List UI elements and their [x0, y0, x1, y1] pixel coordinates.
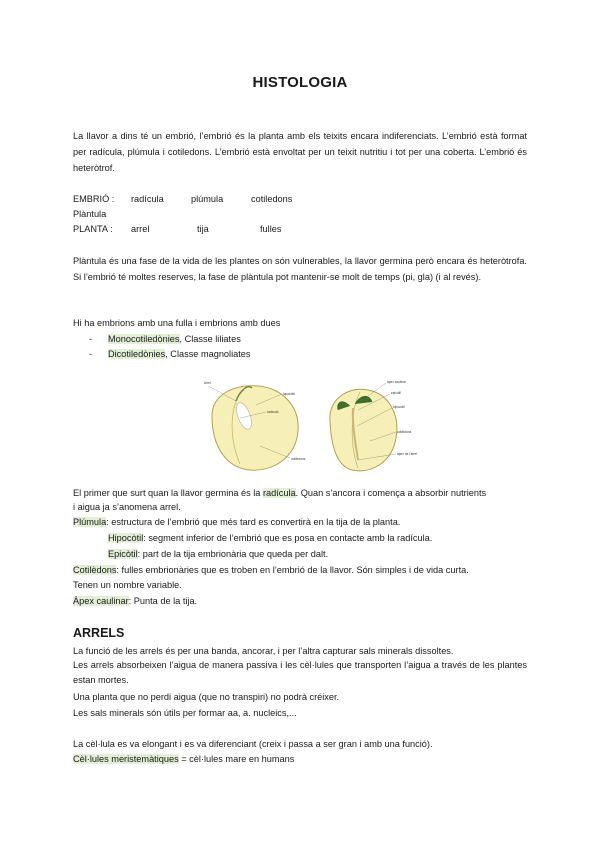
bullet-text: , Classe liliates [179, 334, 241, 344]
page-title: HISTOLOGIA [252, 74, 348, 91]
arrels-line-3: Una planta que no perdi aigua (que no transpiri) no podrà créixer. [73, 692, 340, 702]
meristematiques-line [73, 752, 294, 766]
hipocotil-term: Hipocòtil [108, 533, 144, 543]
hipocotil-text: : segment inferior de l’embrió que es posa en contacte amb la radícula. [143, 533, 433, 543]
hipocotil-definition [108, 531, 432, 545]
fig-label-epicotil: epicòtil [391, 391, 401, 395]
apex-term: Àpex caulinar [73, 596, 129, 606]
embryos-intro: Hi ha embrions amb una fulla i embrions amb dues [73, 318, 281, 328]
planta-tija: tija [197, 224, 209, 234]
bullet-dash: - [89, 349, 93, 359]
fig-label-cotiledons-right: cotiledons [397, 430, 412, 434]
embrio-radicula: radícula [131, 194, 164, 204]
fig-label-arrel: Arrel [204, 381, 211, 385]
embrio-cotiledons: cotiledons [251, 194, 293, 204]
bullet-term: Monocotiledònies [108, 334, 180, 344]
bullet-monocotiledonies [89, 332, 241, 346]
meristematiques-text: = cèl·lules mare en humans [178, 754, 295, 764]
arrels-line-4: Les sals minerals són útils per formar aa, a. nucleics,... [73, 708, 297, 718]
fig-label-apex: àpex caulinar [387, 380, 406, 384]
meristematiques-term: Cèl·lules meristemàtiques [73, 754, 179, 764]
fig-label-cotiledons-left: cotiledons [291, 457, 306, 461]
intro-paragraph: La llavor a dins té un embrió, l’embrió és la planta amb els teixits encara indiferenciats. L’embrió està format per radícula, plúmula i cotiledons. L’embrió està envoltat per un teixit nutritiu i tot per una coberta. L’embrió és heteròtrof. [73, 131, 527, 173]
planta-label: PLANTA : [73, 224, 113, 234]
cotiledons-definition [73, 563, 469, 577]
radicula-line-2: i aigua ja s’anomena arrel. [73, 502, 181, 512]
bullet-term: Dicotiledònies [108, 349, 166, 359]
left-seed-coat [212, 386, 298, 470]
radicula-line [73, 486, 486, 500]
bullet-text: , Classe magnoliates [165, 349, 251, 359]
plantula-label: Plàntula [73, 209, 107, 219]
radicula-post: . Quan s’ancora i comença a absorbir nutrients [295, 488, 487, 498]
apex-definition [73, 594, 197, 608]
arrels-line-5: La cèl·lula es va elongant i es va diferenciant (creix i passa a ser gran i amb una funció). [73, 739, 433, 749]
plantula-paragraph: Plàntula és una fase de la vida de les plantes on són vulnerables, la llavor germina però encara és heteròtrofa. Si l’embrió té moltes reserves, la fase de plàntula pot mantenir-se molt de temps (pi, gla) (i al revés). [73, 256, 527, 282]
planta-arrel: arrel [131, 224, 150, 234]
plumula-text: : estructura de l’embrió que més tard es convertirà en la tija de la planta. [106, 517, 401, 527]
arrels-paragraph-2: Les arrels absorbeixen l’aigua de manera passiva i les cèl·lules que transporten l’aigua a través de les plantes estan mortes. [73, 660, 527, 685]
planta-fulles: fulles [260, 224, 282, 234]
arrels-line-1: La funció de les arrels és per una banda, ancorar, i per l’altra capturar sals minerals dissoltes. [73, 646, 454, 656]
cotiledons-line-2: Tenen un nombre variable. [73, 580, 182, 590]
cotiledons-text: : fulles embrionàries que es troben en l’embrió de la llavor. Són simples i de vida curta. [116, 565, 469, 575]
seed-illustration [200, 376, 445, 476]
embrio-plumula: plúmula [191, 194, 224, 204]
fig-label-apex-arrel: àpex de l’arrel [397, 452, 418, 456]
radicula-term: radícula [262, 488, 296, 498]
epicotil-text: : part de la tija embrionària que queda per dalt. [137, 549, 329, 559]
fig-label-hipocotil-right: hipocòtil [393, 405, 405, 409]
fig-label-radicula: radícula [267, 410, 279, 414]
plumula-definition [73, 515, 400, 529]
cotiledons-term: Cotilèdons [73, 565, 117, 575]
apex-text: : Punta de la tija. [128, 596, 198, 606]
epicotil-definition [108, 547, 328, 561]
epicotil-term: Epicòtil [108, 549, 138, 559]
section-heading-arrels: ARRELS [73, 626, 125, 640]
fig-label-hipocotil-left: hipocòtil [283, 392, 295, 396]
bullet-dicotiledonies [89, 347, 250, 361]
plumula-term: Plúmula [73, 517, 107, 527]
radicula-pre: El primer que surt quan la llavor germina és la [73, 488, 263, 498]
bullet-dash: - [89, 334, 93, 344]
embrio-label: EMBRIÓ : [73, 194, 115, 204]
